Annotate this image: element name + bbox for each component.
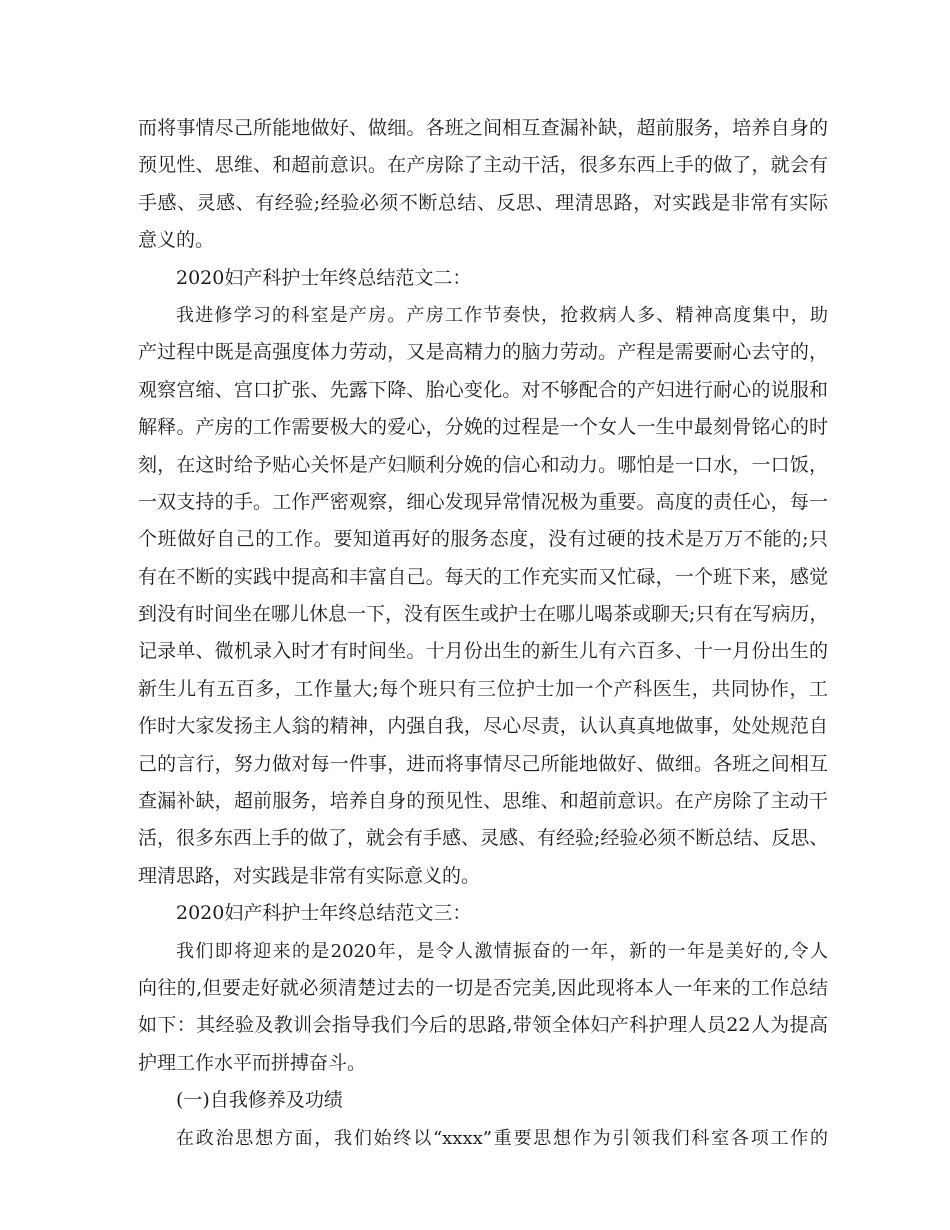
text-line: 一双支持的手。工作严密观察，细心发现异常情况极为重要。高度的责任心，每一	[138, 490, 828, 513]
text-line: 新生儿有五百多，工作量大;每个班只有三位护士加一个产科医生，共同协作，工	[138, 677, 828, 700]
text-line: 理清思路，对实践是非常有实际意义的。	[138, 864, 481, 887]
text-line: 查漏补缺，超前服务，培养自身的预见性、思维、和超前意识。在产房除了主动干	[138, 790, 828, 813]
text-line: 产过程中既是高强度体力劳动，又是高精力的脑力劳动。产程是需要耐心去守的，	[138, 341, 828, 364]
text-line: 个班做好自己的工作。要知道再好的服务态度，没有过硬的技术是万万不能的;只	[138, 528, 828, 551]
text-line: 意义的。	[138, 229, 215, 252]
text-line: 我进修学习的科室是产房。产房工作节奏快，抢救病人多、精神高度集中，助	[176, 304, 828, 326]
text-line: 而将事情尽己所能地做好、做细。各班之间相互查漏补缺，超前服务，培养自身的	[138, 117, 828, 139]
text-line: 作时大家发扬主人翁的精神，内强自我，尽心尽责，认认真真地做事，处处规范自	[138, 715, 828, 738]
text-line: 在政治思想方面，我们始终以“xxxx”重要思想作为引领我们科室各项工作的	[176, 1127, 828, 1149]
text-line: 刻，在这时给予贴心关怀是产妇顺利分娩的信心和动力。哪怕是一口水，一口饭，	[138, 453, 828, 476]
text-line: 到没有时间坐在哪儿休息一下，没有医生或护士在哪儿喝茶或聊天;只有在写病历，	[138, 603, 829, 626]
text-line: 手感、灵感、有经验;经验必须不断总结、反思、理清思路，对实践是非常有实际	[138, 191, 828, 214]
text-line: 活，很多东西上手的做了，就会有手感、灵感、有经验;经验必须不断总结、反思、	[138, 827, 829, 850]
text-line: 2020妇产科护士年终总结范文三：	[176, 902, 472, 925]
text-line: 2020妇产科护士年终总结范文二：	[176, 266, 472, 289]
text-line: 记录单、微机录入时才有时间坐。十月份出生的新生儿有六百多、十一月份出生的	[138, 640, 828, 663]
text-line: 预见性、思维、和超前意识。在产房除了主动干活，很多东西上手的做了，就会有	[138, 154, 828, 177]
text-line: 向往的,但要走好就必须清楚过去的一切是否完美,因此现将本人一年来的工作总结	[138, 976, 828, 999]
document-body	[138, 110, 828, 1157]
text-line: (一)自我修养及功绩	[176, 1089, 343, 1112]
text-line: 有在不断的实践中提高和丰富自己。每天的工作充实而又忙碌，一个班下来，感觉	[138, 565, 828, 588]
text-line: 己的言行，努力做对每一件事，进而将事情尽己所能地做好、做细。各班之间相互	[138, 752, 828, 775]
text-line: 如下：其经验及教训会指导我们今后的思路,带领全体妇产科护理人员22人为提高	[138, 1014, 828, 1037]
text-line: 观察宫缩、宫口扩张、先露下降、胎心变化。对不够配合的产妇进行耐心的说服和	[138, 378, 828, 401]
text-line: 护理工作水平而拼搏奋斗。	[138, 1051, 367, 1074]
text-line: 解释。产房的工作需要极大的爱心，分娩的过程是一个女人一生中最刻骨铭心的时	[138, 416, 828, 439]
text-line: 我们即将迎来的是2020年，是令人激情振奋的一年，新的一年是美好的,令人	[176, 940, 828, 962]
